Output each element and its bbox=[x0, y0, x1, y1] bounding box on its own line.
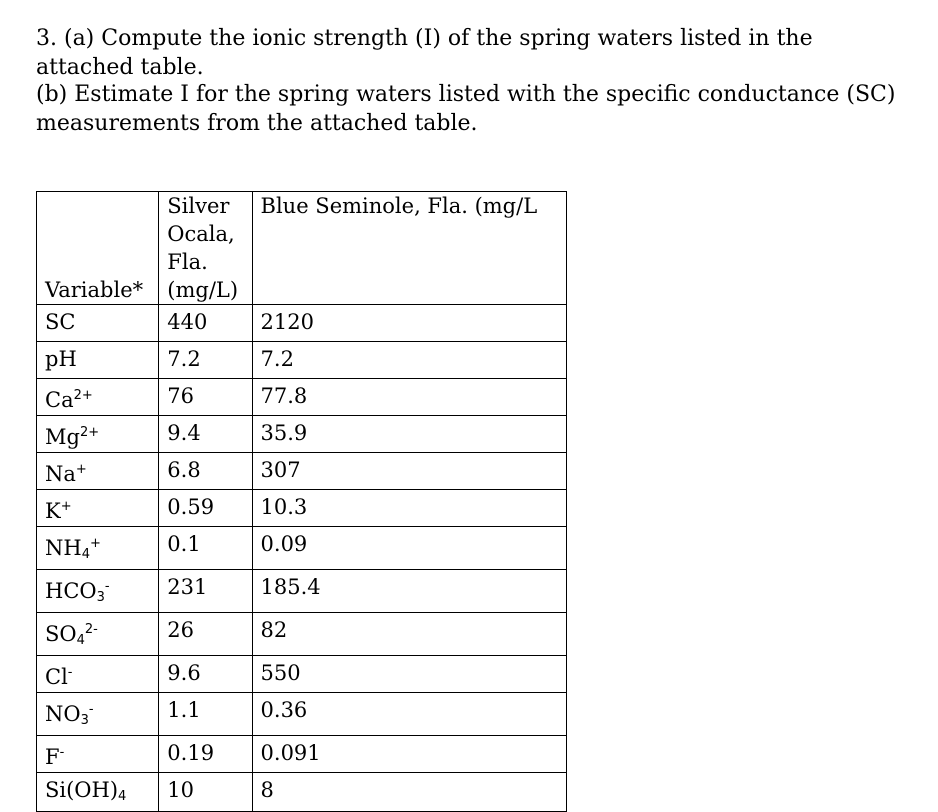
cell-variable bbox=[37, 613, 159, 656]
species-base: Mg bbox=[45, 425, 80, 449]
cell-silver-value: 440 bbox=[159, 305, 252, 342]
table-row bbox=[37, 773, 567, 812]
table-row bbox=[37, 342, 567, 379]
question-part-b: (b) Estimate I for the spring waters listed with the specific conductance (SC) measurements from the attached table. bbox=[36, 82, 896, 136]
header-blue-spring: Blue Seminole, Fla. (mg/L bbox=[252, 192, 566, 305]
species-base: Si(OH) bbox=[45, 778, 119, 802]
cell-silver-value: 6.8 bbox=[159, 453, 252, 490]
cell-blue-value: 8 bbox=[252, 773, 566, 812]
cell-silver-value: 9.6 bbox=[159, 656, 252, 693]
cell-silver-value: 7.2 bbox=[159, 342, 252, 379]
cell-silver-value: 231 bbox=[159, 570, 252, 613]
cell-blue-value: 0.09 bbox=[252, 527, 566, 570]
species-subscript: 3 bbox=[96, 590, 105, 605]
cell-blue-value: 7.2 bbox=[252, 342, 566, 379]
species-charge: - bbox=[88, 702, 94, 717]
cell-variable bbox=[37, 570, 159, 613]
cell-variable bbox=[37, 379, 159, 416]
table-row bbox=[37, 416, 567, 453]
header-variable: Variable* bbox=[37, 192, 159, 305]
cell-blue-value: 2120 bbox=[252, 305, 566, 342]
table-row bbox=[37, 490, 567, 527]
species-charge: - bbox=[59, 745, 65, 760]
species-base: Na bbox=[45, 462, 76, 486]
cell-silver-value: 76 bbox=[159, 379, 252, 416]
species-subscript: 4 bbox=[118, 789, 127, 804]
table-row bbox=[37, 613, 567, 656]
species-base: Cl bbox=[45, 665, 68, 689]
cell-silver-value: 0.19 bbox=[159, 736, 252, 773]
cell-silver-value: 26 bbox=[159, 613, 252, 656]
cell-blue-value: 185.4 bbox=[252, 570, 566, 613]
question-part-a: 3. (a) Compute the ionic strength (I) of the spring waters listed in the attached table. bbox=[36, 26, 813, 80]
cell-variable bbox=[37, 527, 159, 570]
table-row bbox=[37, 570, 567, 613]
cell-blue-value: 0.36 bbox=[252, 693, 566, 736]
species-charge: + bbox=[75, 462, 87, 477]
table-row bbox=[37, 453, 567, 490]
species-base: SC bbox=[45, 310, 76, 334]
cell-blue-value: 550 bbox=[252, 656, 566, 693]
cell-silver-value: 0.59 bbox=[159, 490, 252, 527]
species-charge: 2+ bbox=[73, 388, 93, 403]
table-row bbox=[37, 527, 567, 570]
species-base: F bbox=[45, 745, 60, 769]
species-base: K bbox=[45, 499, 61, 523]
cell-blue-value: 77.8 bbox=[252, 379, 566, 416]
table-header-row bbox=[37, 192, 567, 305]
cell-variable bbox=[37, 773, 159, 812]
species-subscript: 4 bbox=[81, 547, 90, 562]
species-charge: + bbox=[89, 536, 101, 551]
cell-silver-value: 0.1 bbox=[159, 527, 252, 570]
species-charge: - bbox=[67, 665, 73, 680]
species-base: NH bbox=[45, 536, 82, 560]
cell-blue-value: 0.091 bbox=[252, 736, 566, 773]
table-row bbox=[37, 305, 567, 342]
cell-silver-value: 10 bbox=[159, 773, 252, 812]
table-row bbox=[37, 656, 567, 693]
table-row bbox=[37, 736, 567, 773]
species-charge: - bbox=[104, 579, 110, 594]
cell-variable bbox=[37, 416, 159, 453]
cell-silver-value: 1.1 bbox=[159, 693, 252, 736]
cell-blue-value: 307 bbox=[252, 453, 566, 490]
cell-variable bbox=[37, 305, 159, 342]
species-charge: 2+ bbox=[79, 425, 100, 440]
cell-variable bbox=[37, 736, 159, 773]
species-base: NO bbox=[45, 702, 81, 726]
species-subscript: 3 bbox=[80, 713, 89, 728]
table-row bbox=[37, 693, 567, 736]
cell-blue-value: 10.3 bbox=[252, 490, 566, 527]
species-base: pH bbox=[45, 347, 77, 371]
cell-variable bbox=[37, 490, 159, 527]
species-base: Ca bbox=[45, 388, 74, 412]
species-subscript: 4 bbox=[76, 633, 85, 648]
cell-silver-value: 9.4 bbox=[159, 416, 252, 453]
table-row bbox=[37, 379, 567, 416]
cell-variable bbox=[37, 693, 159, 736]
cell-blue-value: 82 bbox=[252, 613, 566, 656]
cell-variable bbox=[37, 656, 159, 693]
header-silver-spring: Silver Ocala, Fla. (mg/L) bbox=[159, 192, 252, 305]
species-charge: + bbox=[60, 499, 72, 514]
spring-water-table bbox=[36, 191, 567, 812]
species-charge: 2- bbox=[84, 622, 98, 637]
cell-variable bbox=[37, 342, 159, 379]
species-base: HCO bbox=[45, 579, 97, 603]
cell-variable bbox=[37, 453, 159, 490]
cell-blue-value: 35.9 bbox=[252, 416, 566, 453]
species-base: SO bbox=[45, 622, 77, 646]
